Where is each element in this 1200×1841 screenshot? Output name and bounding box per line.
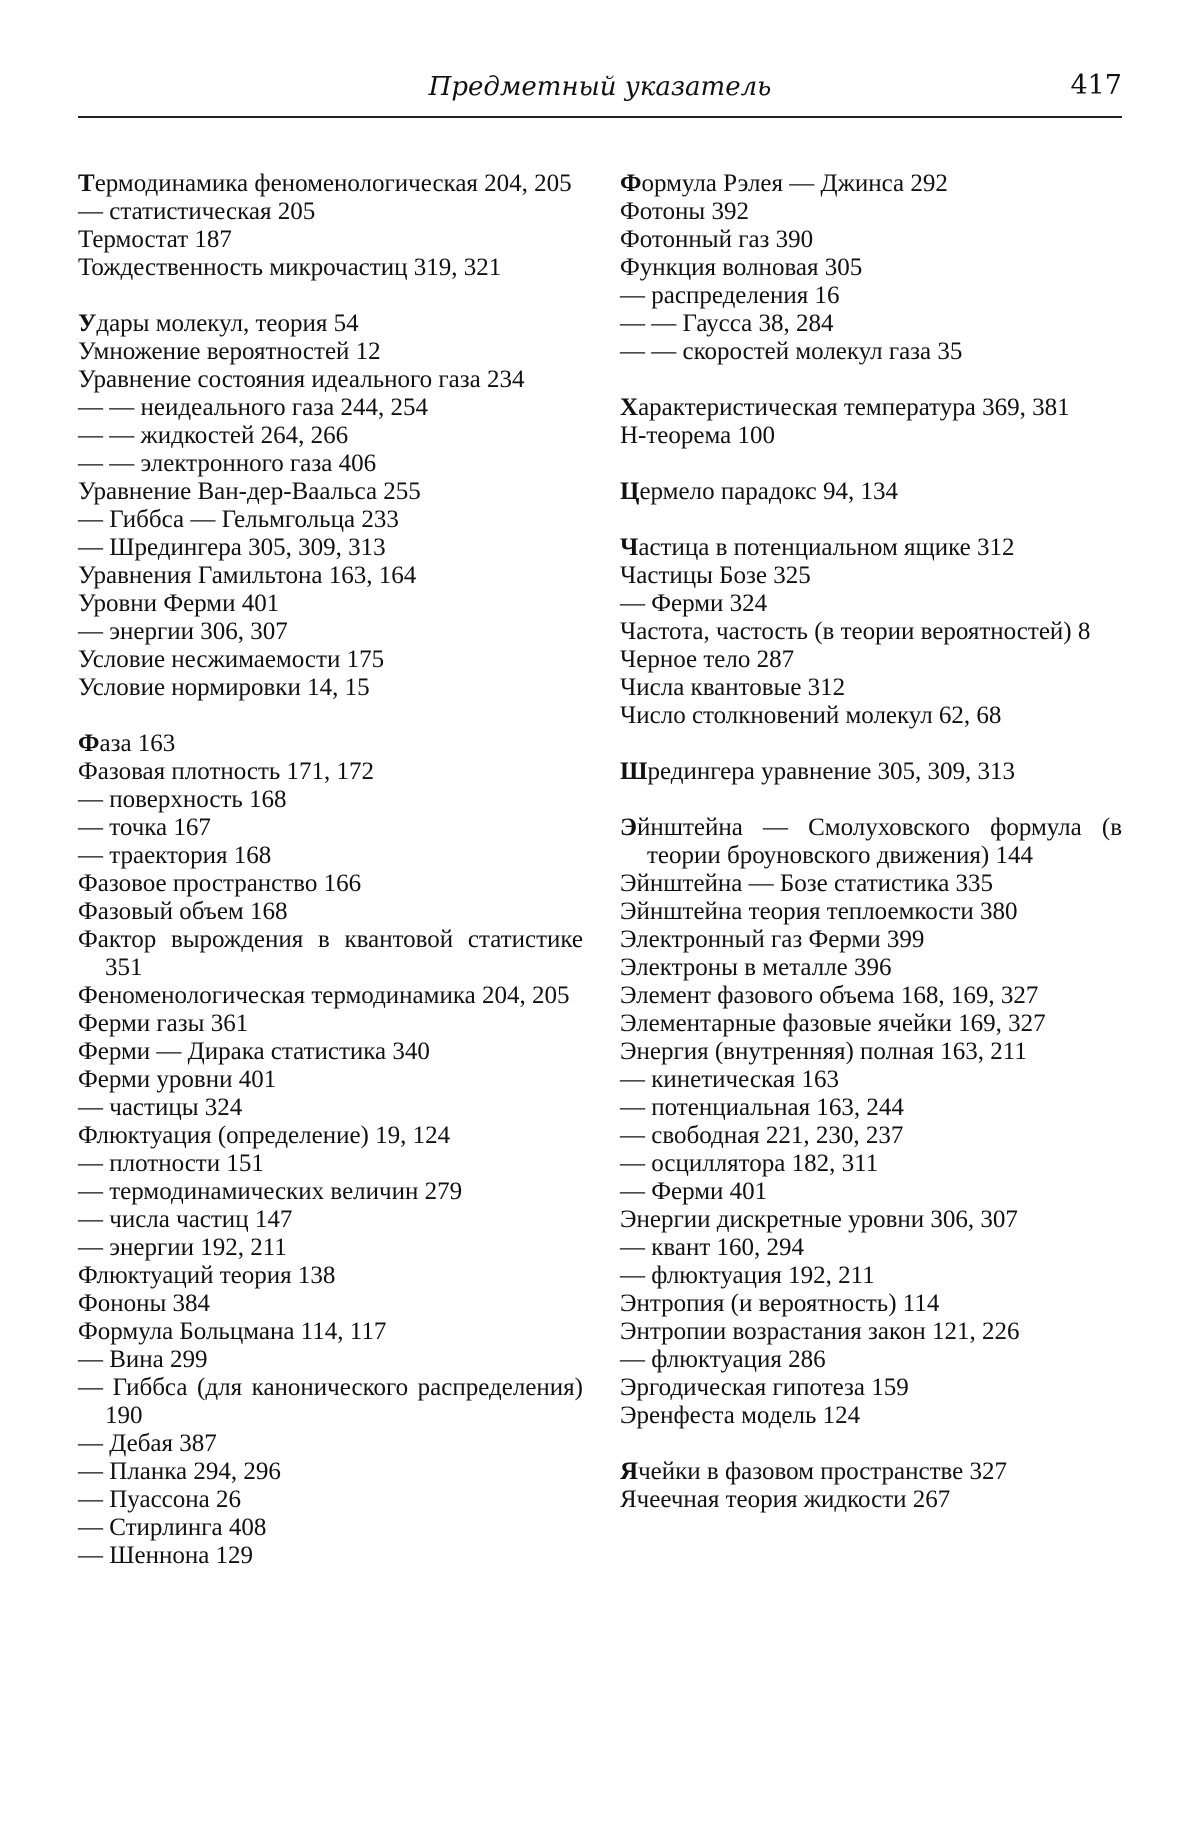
index-entry: Ферми — Дирака статистика 340 (78, 1038, 430, 1065)
index-entry: Энергии дискретные уровни 306, 307 (620, 1206, 1018, 1233)
index-entry: Уровни Ферми 401 (78, 590, 280, 617)
index-entry: — Вина 299 (78, 1346, 208, 1373)
index-entry: — энергии 192, 211 (78, 1234, 287, 1261)
index-entry: — Ферми 401 (620, 1178, 768, 1205)
index-entry: Энтропия (и вероятность) 114 (620, 1290, 940, 1317)
index-entry: — Гиббса — Гельмгольца 233 (78, 506, 399, 533)
index-entry: Ячеечная теория жидкости 267 (620, 1486, 951, 1513)
index-entry: Частота, частость (в теории вероятностей) 8 (620, 618, 1091, 645)
index-entry: — статистическая 205 (78, 198, 316, 225)
index-entry: Термостат 187 (78, 226, 232, 253)
index-entry: — потенциальная 163, 244 (620, 1094, 904, 1121)
index-entry: — точка 167 (78, 814, 211, 841)
index-entry: Удары молекул, теория 54 (78, 310, 359, 337)
index-entry: Эйнштейна теория теплоемкости 380 (620, 898, 1018, 925)
section-gap (620, 506, 1122, 534)
index-entry: — — Гаусса 38, 284 (620, 310, 834, 337)
index-entry: Фононы 384 (78, 1290, 211, 1317)
index-entry: — — жидкостей 264, 266 (78, 422, 349, 449)
section-gap (78, 702, 583, 730)
index-entry: — поверхность 168 (78, 786, 287, 813)
index-entry: — — неидеального газа 244, 254 (78, 394, 428, 421)
index-entry: — — скоростей молекул газа 35 (620, 338, 963, 365)
index-entry: Частица в потенциальном ящике 312 (620, 534, 1015, 561)
index-entry: Феноменологическая термодинамика 204, 205 (78, 982, 570, 1009)
index-entry: Ячейки в фазовом пространстве 327 (620, 1458, 1008, 1485)
index-entry: Эренфеста модель 124 (620, 1402, 861, 1429)
index-entry: — траектория 168 (78, 842, 272, 869)
index-entry: — Шеннона 129 (78, 1542, 254, 1569)
index-entry: — осциллятора 182, 311 (620, 1150, 879, 1177)
page-header (78, 64, 1122, 118)
index-entry: — частицы 324 (78, 1094, 243, 1121)
index-entry: Эйнштейна — Смолуховского формула (в теории броуновского движения) 144 (620, 814, 1122, 869)
index-entry: Фактор вырождения в квантовой статистике 351 (78, 926, 583, 981)
index-entry: — Пуассона 26 (78, 1486, 241, 1513)
index-entry: Уравнения Гамильтона 163, 164 (78, 562, 417, 589)
running-title: Предметный указатель (428, 72, 772, 102)
index-entry: — Гиббса (для канонического распределения) 190 (78, 1374, 583, 1429)
index-entry: Шредингера уравнение 305, 309, 313 (620, 758, 1016, 785)
index-entry: — квант 160, 294 (620, 1234, 805, 1261)
index-entry: — кинетическая 163 (620, 1066, 840, 1093)
index-entry: Энтропии возрастания закон 121, 226 (620, 1318, 1020, 1345)
index-entry: Фазовое пространство 166 (78, 870, 362, 897)
index-entry: Элемент фазового объема 168, 169, 327 (620, 982, 1039, 1009)
index-entry: Эргодическая гипотеза 159 (620, 1374, 909, 1401)
index-entry: — плотности 151 (78, 1150, 264, 1177)
index-entry: Число столкновений молекул 62, 68 (620, 702, 1002, 729)
index-entry: Фотонный газ 390 (620, 226, 814, 253)
index-entry: Числа квантовые 312 (620, 674, 846, 701)
index-entry: Электроны в металле 396 (620, 954, 892, 981)
section-gap (78, 282, 583, 310)
section-gap (620, 730, 1122, 758)
index-entry: Тождественность микрочастиц 319, 321 (78, 254, 502, 281)
index-entry: Частицы Бозе 325 (620, 562, 811, 589)
index-entry: Условие нормировки 14, 15 (78, 674, 370, 701)
section-gap (620, 450, 1122, 478)
index-entry: Характеристическая температура 369, 381 (620, 394, 1070, 421)
index-entry: Формула Больцмана 114, 117 (78, 1318, 387, 1345)
index-entry: Ферми газы 361 (78, 1010, 249, 1037)
index-column-right (620, 170, 1122, 1514)
index-entry: Энергия (внутренняя) полная 163, 211 (620, 1038, 1027, 1065)
index-entry: — флюктуация 192, 211 (620, 1262, 875, 1289)
index-entry: Функция волновая 305 (620, 254, 863, 281)
index-entry: — Дебая 387 (78, 1430, 217, 1457)
index-entry: — Шредингера 305, 309, 313 (78, 534, 386, 561)
index-entry: — Планка 294, 296 (78, 1458, 281, 1485)
section-gap (620, 1430, 1122, 1458)
index-entry: Термодинамика феноменологическая 204, 205 (78, 170, 572, 197)
index-entry: Условие несжимаемости 175 (78, 646, 385, 673)
index-entry: Фазовый объем 168 (78, 898, 288, 925)
index-entry: Флюктуация (определение) 19, 124 (78, 1122, 451, 1149)
index-entry: Флюктуаций теория 138 (78, 1262, 336, 1289)
index-entry: Фазовая плотность 171, 172 (78, 758, 375, 785)
index-entry: Фотоны 392 (620, 198, 749, 225)
index-entry: — числа частиц 147 (78, 1206, 293, 1233)
index-entry: Черное тело 287 (620, 646, 795, 673)
index-entry: Электронный газ Ферми 399 (620, 926, 925, 953)
index-entry: — флюктуация 286 (620, 1346, 826, 1373)
section-gap (620, 366, 1122, 394)
index-entry: Цермело парадокс 94, 134 (620, 478, 898, 505)
index-entry: — термодинамических величин 279 (78, 1178, 463, 1205)
index-entry: — распределения 16 (620, 282, 840, 309)
index-entry: Умножение вероятностей 12 (78, 338, 381, 365)
index-entry: — энергии 306, 307 (78, 618, 288, 645)
index-entry: Элементарные фазовые ячейки 169, 327 (620, 1010, 1046, 1037)
index-entry: Эйнштейна — Бозе статистика 335 (620, 870, 994, 897)
index-entry: — — электронного газа 406 (78, 450, 377, 477)
index-entry: — свободная 221, 230, 237 (620, 1122, 904, 1149)
page-number: 417 (1070, 70, 1122, 101)
index-entry: Ферми уровни 401 (78, 1066, 277, 1093)
index-entry: Фаза 163 (78, 730, 176, 757)
index-entry: — Ферми 324 (620, 590, 768, 617)
index-entry: Уравнение Ван-дер-Ваальса 255 (78, 478, 421, 505)
index-entry: — Стирлинга 408 (78, 1514, 267, 1541)
index-entry: Уравнение состояния идеального газа 234 (78, 366, 525, 393)
index-entry: Формула Рэлея — Джинса 292 (620, 170, 948, 197)
index-column-left (78, 170, 583, 1570)
section-gap (620, 786, 1122, 814)
index-entry: H-теорема 100 (620, 422, 775, 449)
